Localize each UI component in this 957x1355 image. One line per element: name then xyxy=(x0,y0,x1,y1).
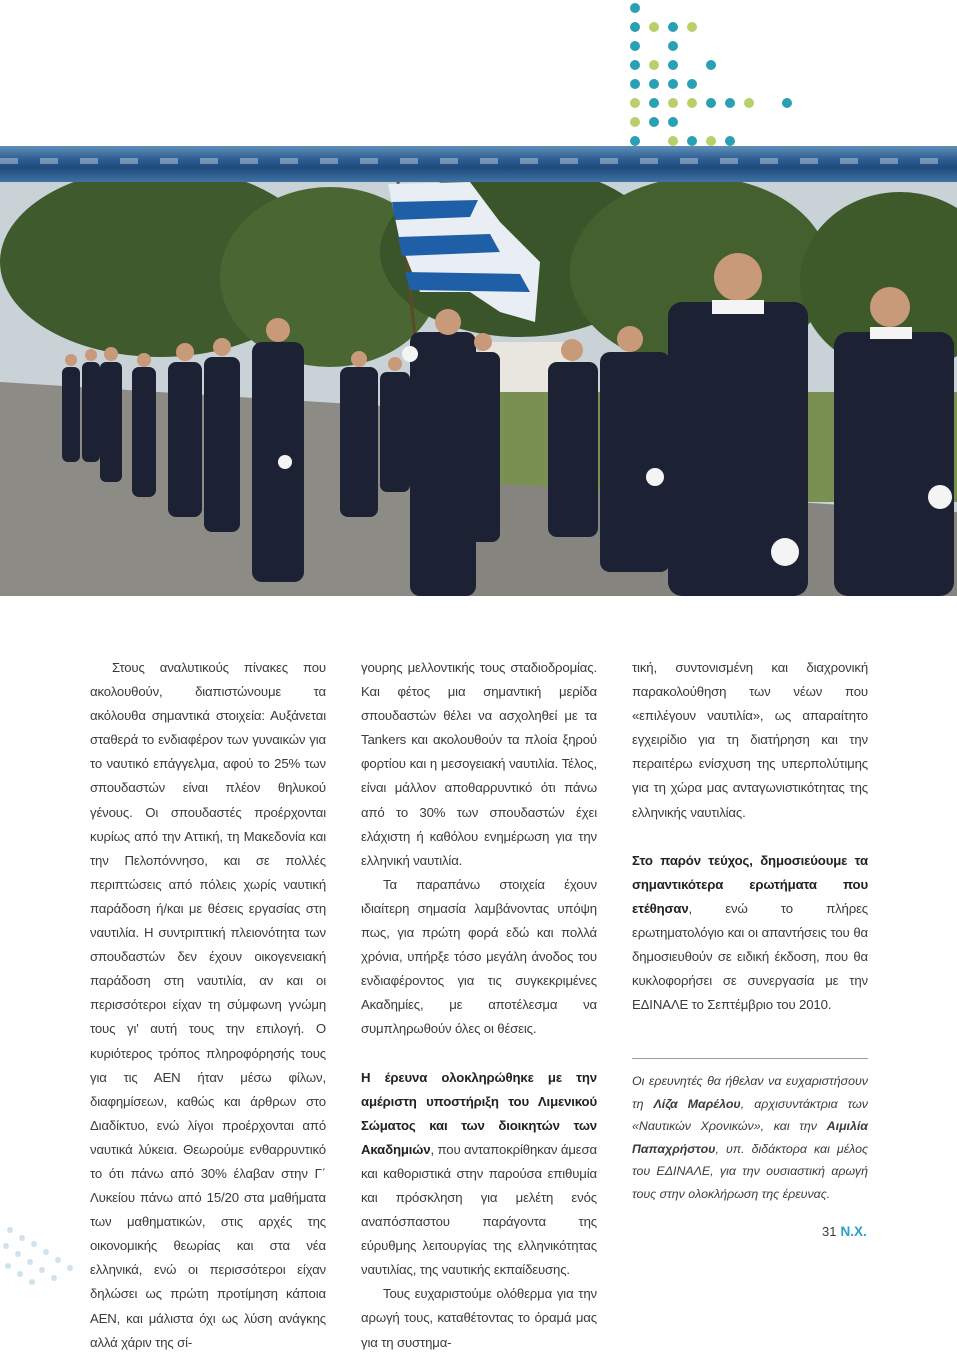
paragraph: Τα παραπάνω στοιχεία έχουν ιδιαίτερη σημασία λαμβάνοντας υπόψη πως, για πρώτη φορά εδώ και πολλά χρόνια, υπήρξε τόσο μεγάλη άνοδος του ενδιαφέροντος για τις συγκεκριμένες Ακαδημίες, με αποτέλεσμα να συμπληρωθούν όλες οι θέσεις. xyxy=(361,876,597,1037)
text-column-2 xyxy=(361,656,597,1355)
decor-dot xyxy=(649,79,659,89)
text-span: , υπ. διδάκτορα και μέλος του ΕΔΙΝΑΛΕ, για την ουσιαστική αρωγή τους στην ολοκλήρωση της έρευνας. xyxy=(632,1141,868,1201)
decor-dot xyxy=(668,79,678,89)
text-column-3 xyxy=(632,656,868,1017)
decor-dot xyxy=(649,117,659,127)
decor-dot xyxy=(649,22,659,32)
decor-dot xyxy=(725,136,735,146)
decor-dot xyxy=(668,22,678,32)
decor-dot xyxy=(687,98,697,108)
decor-dot xyxy=(630,117,640,127)
sea-band-decoration xyxy=(0,146,957,182)
graduation-parade-photo xyxy=(0,182,957,596)
bold-lead: Η έρευνα ολοκληρώθηκε με την αμέριστη υποστήριξη του Λιμενικού Σώματος και των διοικητών των Ακαδημιών xyxy=(361,1069,597,1157)
page-number: 31 xyxy=(822,1224,837,1239)
decor-dot xyxy=(782,98,792,108)
decor-dot xyxy=(630,60,640,70)
decor-dot xyxy=(687,136,697,146)
paragraph-acknowledgement xyxy=(361,1066,597,1283)
paragraph: γουρης μελλοντικής τους σταδιοδρομίας. Και φέτος μια σημαντική μερίδα σπουδαστών θέλει να ασχοληθεί με τα Tankers και ακολουθούν τα πλοία ξηρού φορτίου και η μεσογειακή ναυτιλία. Τέλος, είναι μάλλον αποθαρρυντικό ότι πάνω από το 30% των σπουδαστών έχει ελάχιστη ή καθόλου ενημέρωση για την ελληνική ναυτιλία. xyxy=(361,660,597,868)
decor-dot xyxy=(668,98,678,108)
decor-dot xyxy=(630,3,640,13)
photo-illustration xyxy=(0,182,957,596)
decor-dot xyxy=(668,60,678,70)
credits-box xyxy=(632,1070,868,1205)
person-name: Αιμιλία Παπαχρήστου xyxy=(632,1119,868,1156)
decor-dot xyxy=(725,98,735,108)
decor-dot xyxy=(649,60,659,70)
decor-dot xyxy=(687,79,697,89)
decor-dot xyxy=(668,136,678,146)
text-span: , που ανταποκρίθηκαν άμεσα και καθοριστικά στην παρούσα επιθυμία και πρόσκληση για μελέτη ενός αναπόσπαστου παράγοντα της εύρυθμης λειτουργίας της ελληνικότητας ναυτιλίας, της ναυτικής εκπαίδευσης. xyxy=(361,1141,598,1278)
decor-dot xyxy=(630,22,640,32)
decor-dot xyxy=(706,60,716,70)
footer-dot-swirl-decoration xyxy=(0,1210,140,1291)
paragraph: Τους ευχαριστούμε ολόθερμα για την αρωγή τους, καταθέτοντας το όραμά μας για τη συστημα- xyxy=(361,1286,597,1350)
decor-dot xyxy=(630,41,640,51)
person-name: Λίζα Μαρέλου xyxy=(653,1096,741,1111)
text-span: , αρχισυντάκτρια των «Ναυτικών Χρονικών», και την xyxy=(632,1096,868,1133)
decor-dot xyxy=(630,136,640,146)
decor-dot xyxy=(630,98,640,108)
decor-dot xyxy=(668,41,678,51)
text-span: Οι ερευνητές θα ήθελαν να ευχαριστήσουν τη xyxy=(632,1074,868,1111)
decor-dot xyxy=(687,22,697,32)
decor-dot xyxy=(630,79,640,89)
credits-text xyxy=(632,1070,868,1205)
magazine-mark: Ν.Χ. xyxy=(840,1224,867,1239)
decor-dot xyxy=(649,98,659,108)
page-folio xyxy=(822,1224,867,1239)
credits-divider xyxy=(632,1058,868,1059)
decor-dot xyxy=(668,117,678,127)
paragraph: Στους αναλυτικούς πίνακες που ακολουθούν, διαπιστώνουμε τα ακόλουθα σημαντικά στοιχεία: Αυξάνεται σταθερά το ενδιαφέρον των γυναικών για το ναυτικό επάγγελμα, αφού το 25% των σπουδαστών είναι πλέον θηλυκού γένους. Οι σπουδαστές προέρχονται κυρίως από την Αττική, τη Μακεδονία και την Πελοπόννησο, και σε πολλές περιπτώσεις από πόλεις χωρίς ναυτική παράδοση ή/και με θέσεις εργασίας στη ναυτιλία. Η συντριπτική πλειονότητα των σπουδαστών δεν έχουν οικογενειακή παράδοση στη ναυτιλία, αν και οι περισσότεροι είχαν τη σύμφωνη γνώμη τους γι' αυτή τους την επιλογή. Ο κυριότερος τρόπος πληροφόρησής τους για τις ΑΕΝ ήταν μέσω φίλων, διαφημίσεων, καθώς και άρθρων στο Διαδίκτυο, ενώ λίγοι προέρχονται από ναυτικά λύκεια. Θεωρούμε ενθαρρυντικό το ότι πάνω από 30% έλαβαν στην Γ΄ Λυκείου πάνω από 15/20 στα μαθήματα των μαθηματικών, στις αρχές της οικονομικής θεωρίας και στα νέα ελληνικά, ενώ οι περισσότεροι είχαν δηλώσει ως πρώτη προτίμηση κάποια ΑΕΝ, και μάλιστα όχι ως λύση ανάγκης αλλά χάριν της σί- xyxy=(90,660,326,1350)
bold-lead: Στο παρόν τεύχος, δημοσιεύουμε τα σημαντικότερα ερωτήματα που ετέθησαν xyxy=(632,852,868,916)
decor-dot xyxy=(706,98,716,108)
text-span: , ενώ το πλήρες ερωτηματολόγιο και οι απαντήσεις του θα δημοσιευθούν σε ειδική έκδοση, που θα κυκλοφορήσει σε συνεργασία με την ΕΔΙΝΑΛΕ το Σεπτέμβριο του 2010. xyxy=(632,900,868,1013)
decor-dot xyxy=(744,98,754,108)
paragraph: τική, συντονισμένη και διαχρονική παρακολούθηση των νέων που «επιλέγουν ναυτιλία», ως απαραίτητο εγχειρίδιο για τη διατήρηση και την περαιτέρω ενίσχυση της υπερπολύτιμης για τη χώρα μας ανταγωνιστικότητας της ελληνικής ναυτιλίας. xyxy=(632,660,868,820)
paragraph-publication-note xyxy=(632,849,868,1018)
decor-dot xyxy=(706,136,716,146)
